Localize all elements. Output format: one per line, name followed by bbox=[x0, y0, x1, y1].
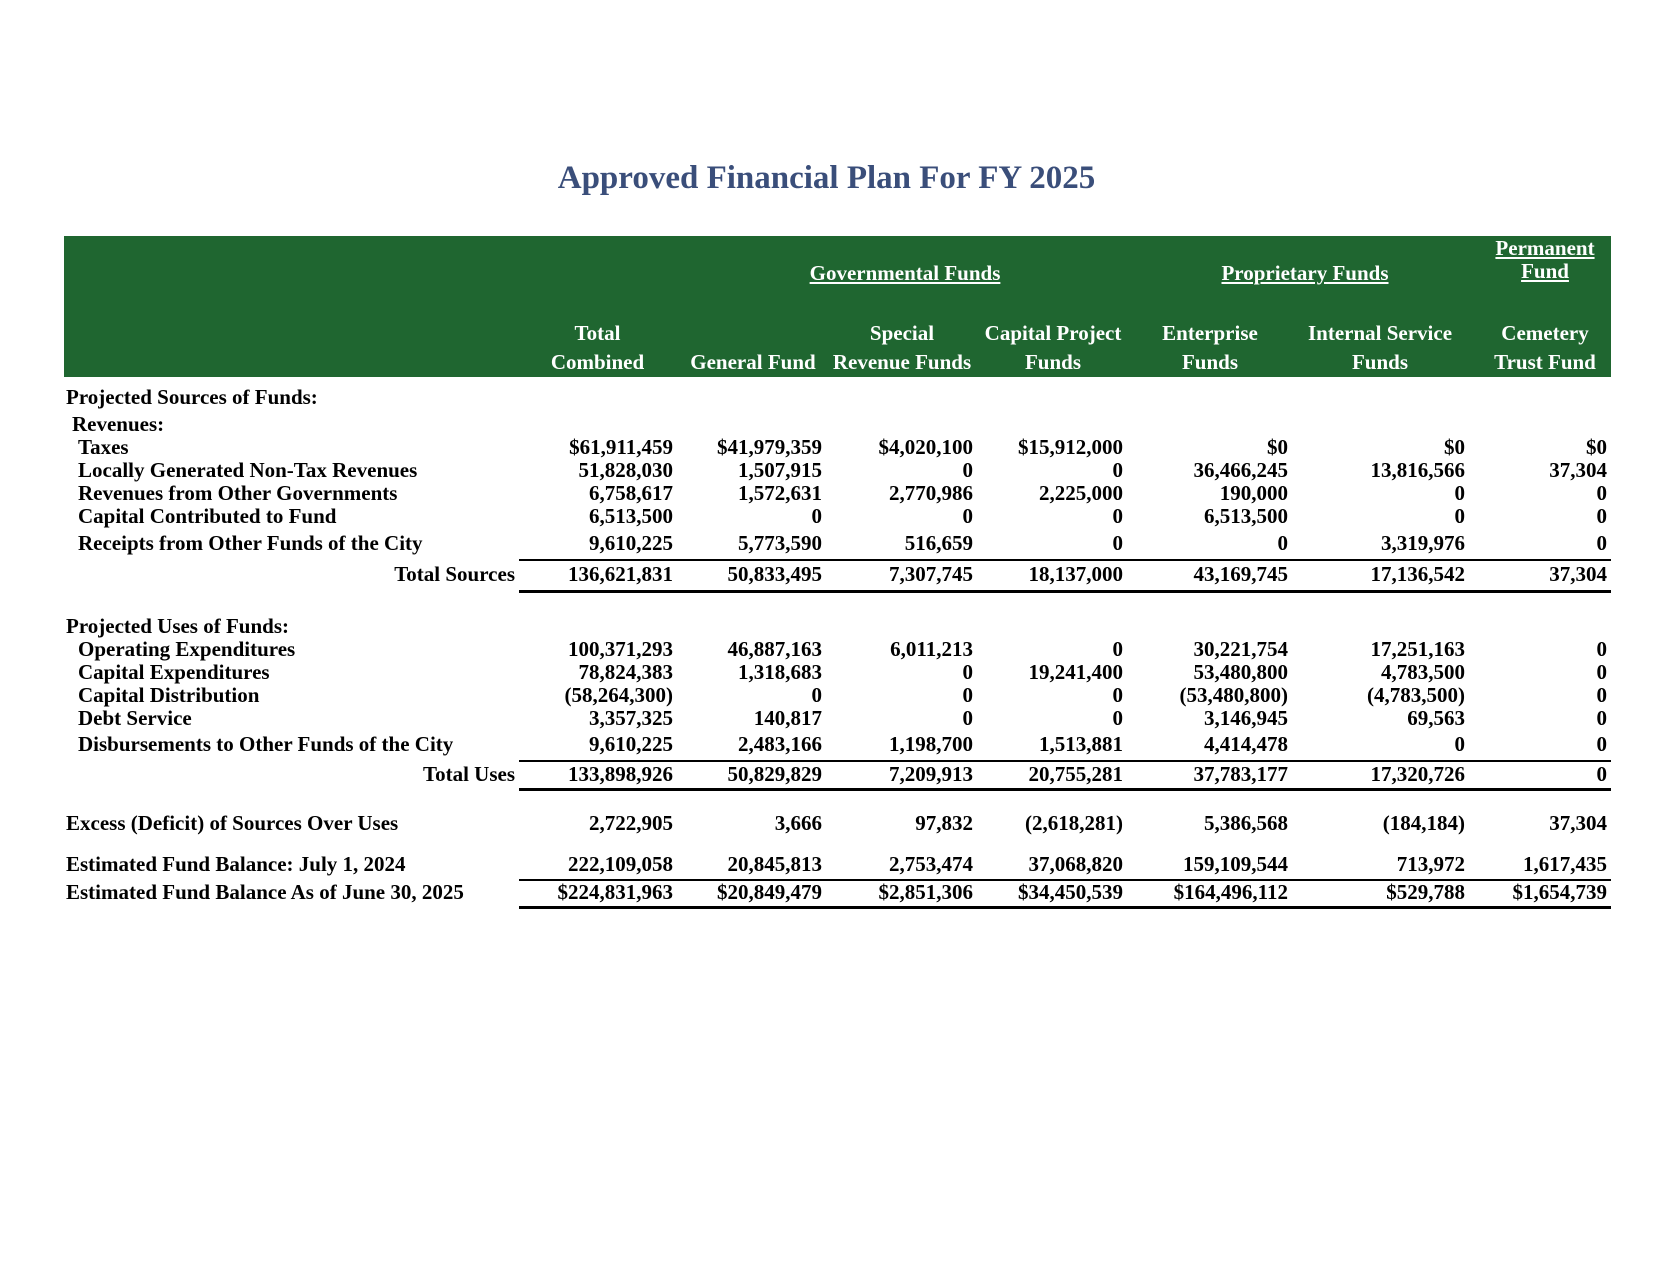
rule-above-total-sources bbox=[519, 559, 1611, 561]
table-cell: 19,241,400 bbox=[1028, 660, 1123, 684]
table-cell: $224,831,963 bbox=[557, 880, 673, 904]
table-cell: $4,020,100 bbox=[878, 435, 973, 459]
col-header-special-revenue-funds bbox=[827, 319, 977, 377]
table-cell: 2,722,905 bbox=[589, 811, 673, 835]
table-cell: 0 bbox=[1596, 504, 1607, 528]
page-title: Approved Financial Plan For FY 2025 bbox=[557, 160, 1096, 196]
table-cell: 53,480,800 bbox=[1193, 660, 1288, 684]
table-cell: 4,783,500 bbox=[1381, 660, 1465, 684]
table-cell: (2,618,281) bbox=[1025, 811, 1123, 835]
row-label: Revenues from Other Governments bbox=[78, 481, 398, 505]
row-label: Excess (Deficit) of Sources Over Uses bbox=[66, 811, 399, 835]
table-cell: 0 bbox=[1112, 504, 1123, 528]
table-cell: 17,136,542 bbox=[1370, 562, 1465, 586]
col-header-internal-service-funds bbox=[1300, 319, 1460, 377]
table-cell: $20,849,479 bbox=[717, 880, 822, 904]
table-cell: 6,513,500 bbox=[1204, 504, 1288, 528]
table-cell: 37,304 bbox=[1549, 562, 1607, 586]
table-cell: 78,824,383 bbox=[578, 660, 673, 684]
rule-below-ending-balance bbox=[519, 906, 1611, 909]
group-governmental-funds: Governmental Funds bbox=[809, 261, 1001, 285]
table-cell: 2,753,474 bbox=[889, 852, 973, 876]
group-proprietary-funds: Proprietary Funds bbox=[1221, 261, 1389, 285]
table-cell: $61,911,459 bbox=[569, 435, 673, 459]
table-cell: 190,000 bbox=[1219, 481, 1288, 505]
table-cell: 0 bbox=[962, 458, 973, 482]
table-cell: 713,972 bbox=[1396, 852, 1465, 876]
row-label: Debt Service bbox=[78, 706, 192, 730]
table-cell: 7,307,745 bbox=[889, 562, 973, 586]
table-cell: 37,304 bbox=[1549, 458, 1607, 482]
group-permanent-fund: Permanent Fund bbox=[1495, 236, 1595, 283]
col-header-line2: Funds bbox=[1181, 350, 1239, 374]
table-cell: 0 bbox=[1112, 458, 1123, 482]
table-cell: 133,898,926 bbox=[568, 762, 673, 786]
table-cell: 100,371,293 bbox=[568, 637, 673, 661]
table-cell: 2,770,986 bbox=[889, 481, 973, 505]
table-cell: 69,563 bbox=[1407, 706, 1465, 730]
table-cell: 0 bbox=[962, 504, 973, 528]
table-cell: (58,264,300) bbox=[564, 683, 673, 707]
table-cell: 6,011,213 bbox=[890, 637, 973, 661]
col-header-line1: Capital Project bbox=[984, 321, 1122, 345]
table-cell: 0 bbox=[1596, 762, 1607, 786]
table-cell: $15,912,000 bbox=[1018, 435, 1123, 459]
table-cell: 36,466,245 bbox=[1193, 458, 1288, 482]
table-cell: 2,225,000 bbox=[1039, 481, 1123, 505]
table-cell: 0 bbox=[962, 660, 973, 684]
table-cell: 0 bbox=[1596, 660, 1607, 684]
table-cell: $529,788 bbox=[1386, 880, 1465, 904]
col-header-line1: Special bbox=[869, 321, 935, 345]
table-cell: 37,783,177 bbox=[1193, 762, 1288, 786]
table-cell: 0 bbox=[1596, 531, 1607, 555]
table-cell: $34,450,539 bbox=[1018, 880, 1123, 904]
table-cell: 7,209,913 bbox=[889, 762, 973, 786]
rule-below-total-sources bbox=[519, 590, 1611, 593]
table-cell: 1,617,435 bbox=[1523, 852, 1607, 876]
col-header-line1: Total bbox=[574, 321, 621, 345]
table-cell: 37,304 bbox=[1549, 811, 1607, 835]
table-cell: 516,659 bbox=[904, 531, 973, 555]
table-cell: 3,357,325 bbox=[589, 706, 673, 730]
row-label: Estimated Fund Balance: July 1, 2024 bbox=[66, 852, 406, 876]
table-cell: $0 bbox=[1444, 435, 1465, 459]
table-cell: 50,833,495 bbox=[727, 562, 822, 586]
row-label: Total Sources bbox=[394, 562, 515, 586]
table-cell: 0 bbox=[811, 504, 822, 528]
row-label: Disbursements to Other Funds of the City bbox=[78, 732, 454, 756]
table-cell: 222,109,058 bbox=[568, 852, 673, 876]
table-cell: 1,513,881 bbox=[1039, 732, 1123, 756]
table-cell: 20,845,813 bbox=[727, 852, 822, 876]
table-cell: 0 bbox=[1596, 732, 1607, 756]
table-cell: 9,610,225 bbox=[589, 732, 673, 756]
table-cell: 140,817 bbox=[753, 706, 822, 730]
uses-heading: Projected Uses of Funds: bbox=[66, 614, 290, 638]
table-cell: 0 bbox=[1596, 481, 1607, 505]
table-cell: 0 bbox=[962, 706, 973, 730]
col-header-total-combined bbox=[535, 319, 660, 377]
row-label: Locally Generated Non-Tax Revenues bbox=[78, 458, 418, 482]
col-header-line2: Trust Fund bbox=[1494, 350, 1596, 374]
col-header-line2: Funds bbox=[1351, 350, 1409, 374]
table-cell: 50,829,829 bbox=[727, 762, 822, 786]
row-label: Capital Contributed to Fund bbox=[78, 504, 337, 528]
row-label: Receipts from Other Funds of the City bbox=[78, 531, 423, 555]
table-cell: $164,496,112 bbox=[1173, 880, 1288, 904]
table-cell: 0 bbox=[1454, 481, 1465, 505]
table-cell: 6,758,617 bbox=[589, 481, 673, 505]
table-cell: 0 bbox=[1112, 637, 1123, 661]
table-cell: 1,507,915 bbox=[738, 458, 822, 482]
table-cell: 4,414,478 bbox=[1204, 732, 1288, 756]
sources-heading: Projected Sources of Funds: bbox=[66, 385, 318, 409]
table-cell: 1,198,700 bbox=[889, 732, 973, 756]
table-cell: 9,610,225 bbox=[589, 531, 673, 555]
table-cell: (53,480,800) bbox=[1179, 683, 1288, 707]
col-header-line1: Internal Service bbox=[1307, 321, 1453, 345]
table-cell: 5,773,590 bbox=[738, 531, 822, 555]
table-cell: 18,137,000 bbox=[1028, 562, 1123, 586]
row-label: Operating Expenditures bbox=[78, 637, 296, 661]
col-header-general-fund bbox=[683, 319, 823, 377]
table-cell: 6,513,500 bbox=[589, 504, 673, 528]
table-cell: 3,666 bbox=[774, 811, 822, 835]
row-label: Total Uses bbox=[423, 762, 515, 786]
col-header-capital-project-funds bbox=[978, 319, 1128, 377]
col-header-line2: Funds bbox=[1024, 350, 1082, 374]
table-cell: 17,251,163 bbox=[1370, 637, 1465, 661]
col-header-line2: Revenue Funds bbox=[832, 350, 972, 374]
table-cell: 0 bbox=[1454, 732, 1465, 756]
table-cell: 30,221,754 bbox=[1193, 637, 1288, 661]
col-header-line1: Enterprise bbox=[1162, 321, 1258, 345]
table-cell: 0 bbox=[1112, 706, 1123, 730]
table-cell: $2,851,306 bbox=[878, 880, 973, 904]
table-cell: 97,832 bbox=[915, 811, 973, 835]
table-cell: 43,169,745 bbox=[1193, 562, 1288, 586]
table-cell: 3,319,976 bbox=[1381, 531, 1465, 555]
table-cell: 5,386,568 bbox=[1204, 811, 1288, 835]
row-label: Capital Distribution bbox=[78, 683, 260, 707]
table-cell: (184,184) bbox=[1382, 811, 1465, 835]
table-cell: 0 bbox=[1596, 683, 1607, 707]
table-cell: 136,621,831 bbox=[568, 562, 673, 586]
table-cell: 2,483,166 bbox=[738, 732, 822, 756]
table-cell: (4,783,500) bbox=[1367, 683, 1465, 707]
table-cell: 1,318,683 bbox=[738, 660, 822, 684]
row-label: Taxes bbox=[78, 435, 129, 459]
table-cell: $41,979,359 bbox=[717, 435, 822, 459]
revenues-heading: Revenues: bbox=[72, 412, 165, 436]
col-header-line2: General Fund bbox=[690, 350, 816, 374]
table-cell: 3,146,945 bbox=[1204, 706, 1288, 730]
table-cell: 17,320,726 bbox=[1370, 762, 1465, 786]
row-label: Estimated Fund Balance As of June 30, 2025 bbox=[66, 880, 464, 904]
col-header-cemetery-trust-fund bbox=[1480, 319, 1610, 377]
table-cell: 37,068,820 bbox=[1028, 852, 1123, 876]
col-header-line1: Cemetery bbox=[1501, 321, 1589, 345]
table-cell: 0 bbox=[1277, 531, 1288, 555]
row-label: Capital Expenditures bbox=[78, 660, 270, 684]
table-cell: 159,109,544 bbox=[1183, 852, 1288, 876]
table-cell: 0 bbox=[811, 683, 822, 707]
table-cell: 1,572,631 bbox=[738, 481, 822, 505]
col-header-line1 bbox=[683, 319, 823, 348]
table-cell: 0 bbox=[1596, 637, 1607, 661]
table-cell: $0 bbox=[1267, 435, 1288, 459]
table-cell: $0 bbox=[1586, 435, 1607, 459]
table-cell: $1,654,739 bbox=[1512, 880, 1607, 904]
table-cell: 0 bbox=[1596, 706, 1607, 730]
table-cell: 20,755,281 bbox=[1028, 762, 1123, 786]
col-header-line2: Combined bbox=[550, 350, 645, 374]
table-cell: 0 bbox=[1454, 504, 1465, 528]
rule-below-total-uses bbox=[519, 788, 1611, 791]
table-cell: 0 bbox=[962, 683, 973, 707]
table-cell: 0 bbox=[1112, 531, 1123, 555]
table-cell: 13,816,566 bbox=[1370, 458, 1465, 482]
table-cell: 51,828,030 bbox=[578, 458, 673, 482]
table-cell: 46,887,163 bbox=[727, 637, 822, 661]
col-header-enterprise-funds bbox=[1145, 319, 1275, 377]
table-cell: 0 bbox=[1112, 683, 1123, 707]
